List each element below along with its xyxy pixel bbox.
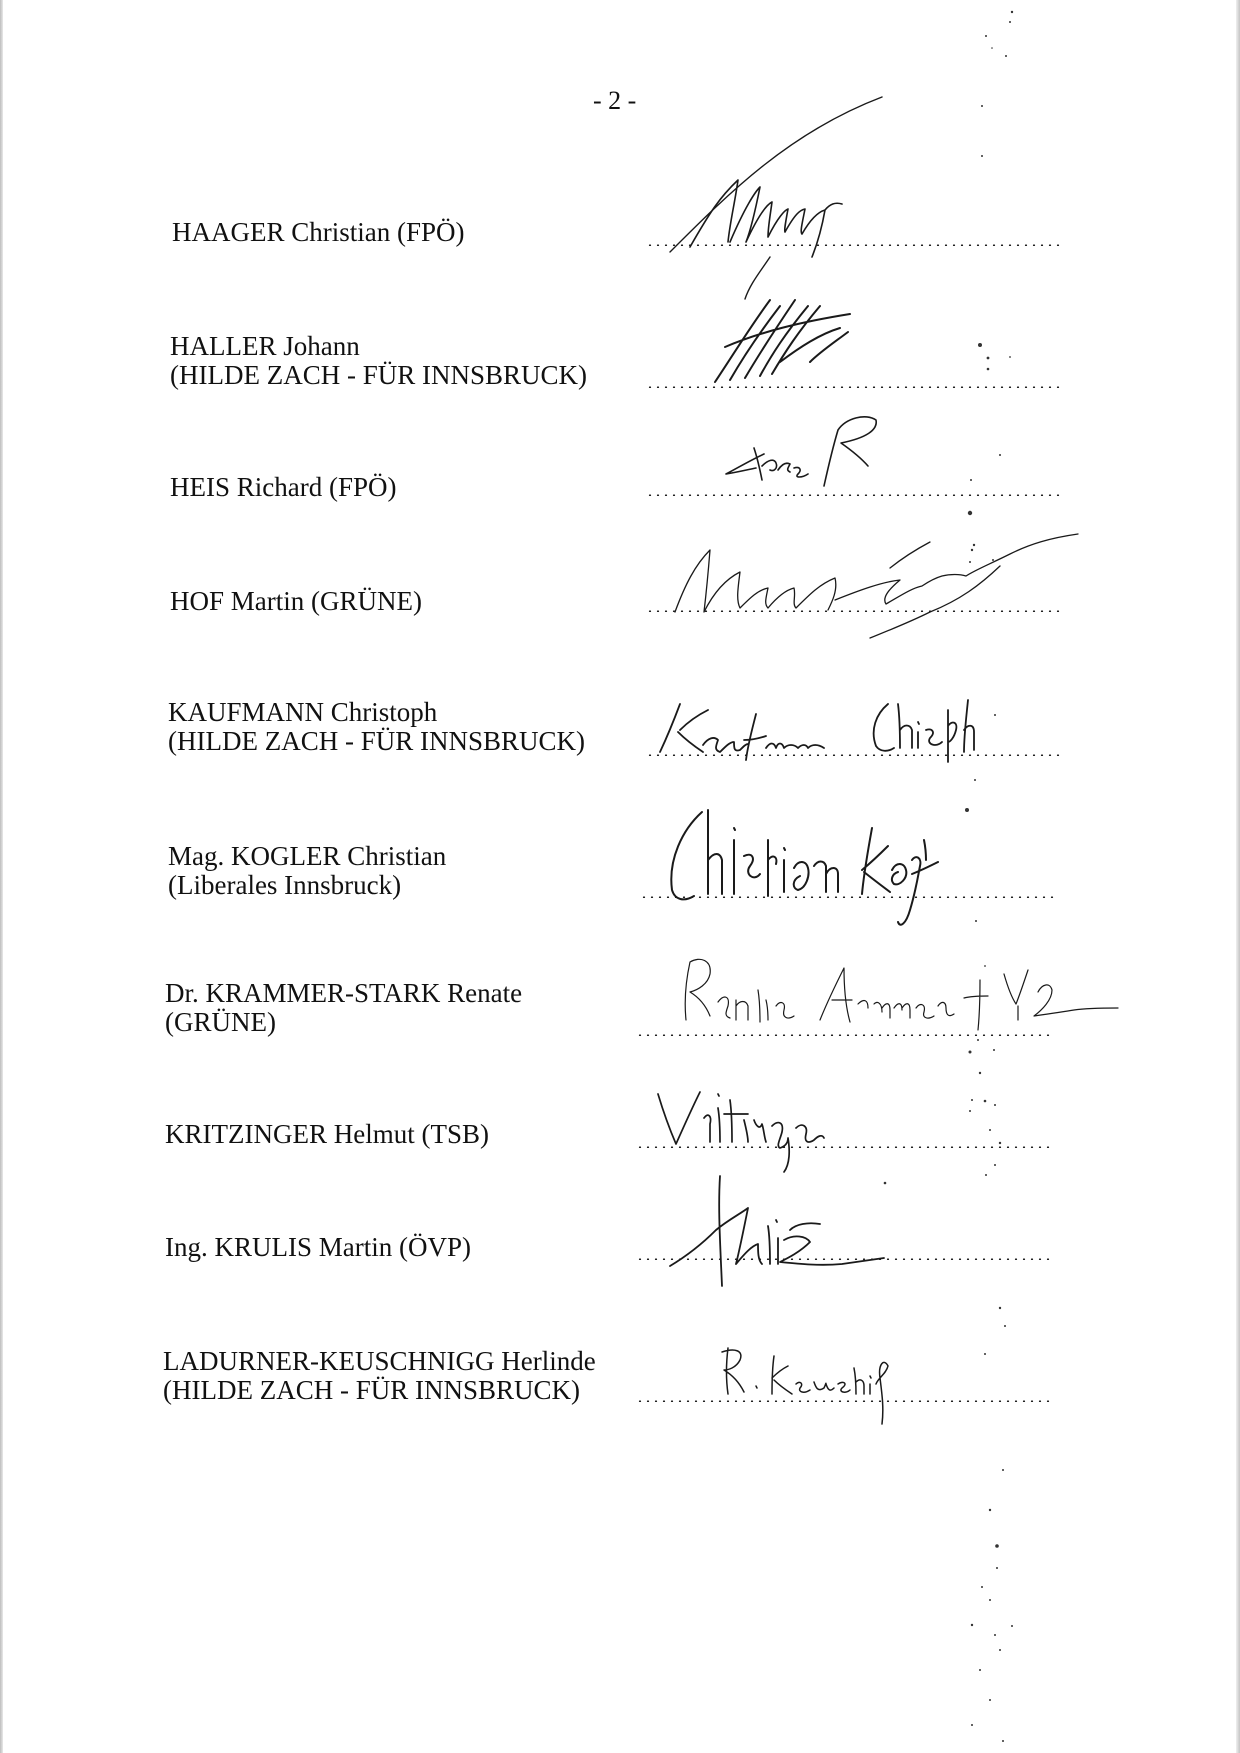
member-name-line2: (HILDE ZACH - FÜR INNSBRUCK)	[163, 1375, 580, 1405]
member-name-line1: HALLER Johann	[170, 331, 360, 361]
member-name-line2: (Liberales Innsbruck)	[168, 870, 402, 900]
member-name-line1: LADURNER-KEUSCHNIGG Herlinde	[163, 1346, 596, 1376]
member-name-line1: HAAGER Christian (FPÖ)	[172, 217, 465, 247]
member-name-line2: (HILDE ZACH - FÜR INNSBRUCK)	[170, 360, 587, 390]
member-name-line1: Dr. KRAMMER-STARK Renate	[165, 978, 523, 1008]
member-name-line1: Mag. KOGLER Christian	[168, 841, 447, 871]
member-name-line1: KAUFMANN Christoph	[168, 697, 438, 727]
member-name-line2: (HILDE ZACH - FÜR INNSBRUCK)	[168, 726, 585, 756]
member-name-line1: HOF Martin (GRÜNE)	[170, 586, 422, 616]
member-name-line1: KRITZINGER Helmut (TSB)	[165, 1119, 489, 1149]
page-number: - 2 -	[593, 86, 637, 115]
member-name-line1: Ing. KRULIS Martin (ÖVP)	[165, 1232, 471, 1262]
member-name-line1: HEIS Richard (FPÖ)	[170, 472, 397, 502]
member-name-line2: (GRÜNE)	[165, 1007, 276, 1037]
